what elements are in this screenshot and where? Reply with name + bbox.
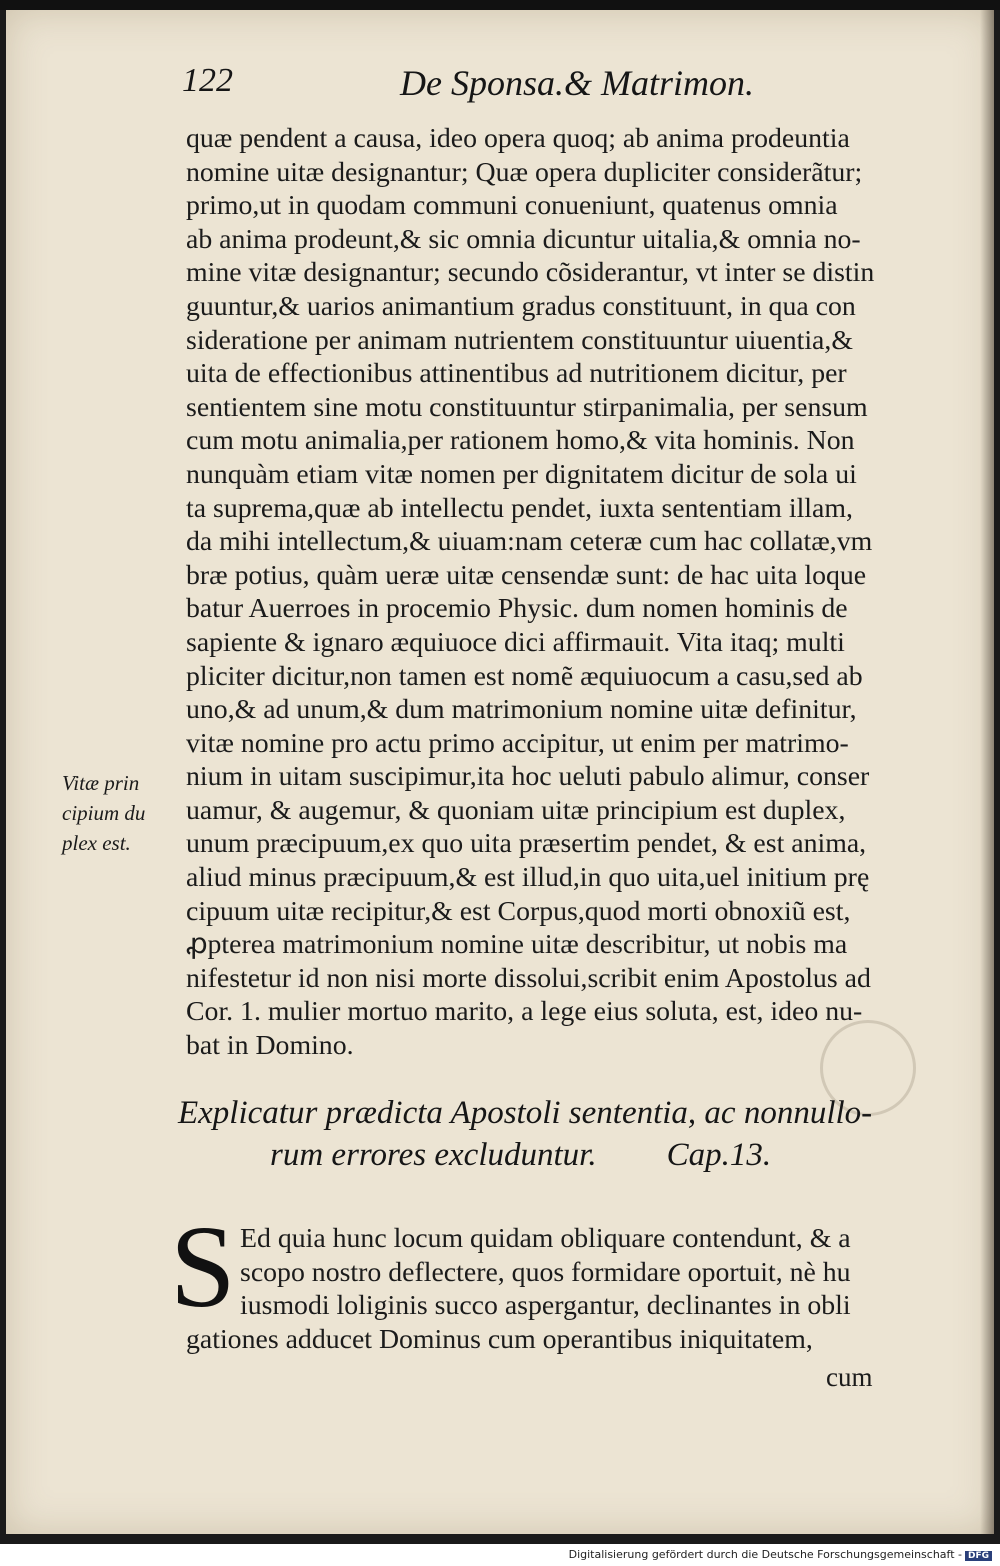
marginal-note <box>62 768 172 858</box>
text-line: scopo nostro deflectere, quos formidare oportuit, nè hu <box>240 1256 851 1288</box>
text-line: batur Auerroes in procemio Physic. dum nomen hominis de <box>186 593 848 625</box>
text-line: vitæ nomine pro actu primo accipitur, ut enim per matrimo- <box>186 727 849 759</box>
text-line: uita de effectionibus attinentibus ad nutritionem dicitur, per <box>186 358 847 390</box>
digitization-credit <box>569 1548 992 1561</box>
chapter-heading-line-1: Explicatur prædicta Apostoli sententia, ac nonnullo- <box>178 1095 873 1131</box>
text-line: ab anima prodeunt,& sic omnia dicuntur uitalia,& omnia no- <box>186 223 861 255</box>
text-line: uamur, & augemur, & quoniam uitæ principium est duplex, <box>186 794 846 826</box>
page-number: 122 <box>182 62 233 99</box>
chapter-body-text <box>186 1222 926 1356</box>
chapter-number: Cap.13. <box>666 1137 772 1173</box>
chapter-heading <box>178 1092 938 1176</box>
text-line: aliud minus præcipuum,& est illud,in quo uita,uel initium prę <box>186 862 870 894</box>
credit-text: Digitalisierung gefördert durch die Deutsche Forschungsgemeinschaft - <box>568 1548 962 1561</box>
dfg-logo: DFG <box>965 1551 992 1561</box>
marginal-note-line: Vitæ prin <box>62 771 140 795</box>
text-line: nomine uitæ designantur; Quæ opera dupliciter considerãtur; <box>186 156 863 188</box>
scan-top-border <box>0 0 1000 10</box>
text-line: primo,ut in quodam communi conueniunt, quatenus omnia <box>186 190 838 222</box>
text-line: nifestetur id non nisi morte dissolui,scribit enim Apostolus ad <box>186 962 871 994</box>
text-line: ta suprema,quæ ab intellectu pendet, iuxta sententiam illam, <box>186 492 853 524</box>
text-line: sentientem sine motu constituuntur stirpanimalia, per sensum <box>186 391 868 423</box>
page-gutter-shadow <box>980 10 994 1534</box>
text-line: mine vitæ designantur; secundo cõsiderantur, vt inter se distin <box>186 257 875 289</box>
running-head <box>182 62 782 104</box>
text-line: sapiente & ignaro æquiuoce dici affirmauit. Vita itaq; multi <box>186 626 845 658</box>
text-line: iusmodi loliginis succo aspergantur, declinantes in obli <box>240 1290 851 1322</box>
text-line: sideratione per animam nutrientem constituuntur uiuentia,& <box>186 324 853 356</box>
text-line: guuntur,& uarios animantium gradus constituunt, in qua con <box>186 290 856 322</box>
text-line: nium in uitam suscipimur,ita hoc ueluti pabulo alimur, conser <box>186 761 870 793</box>
text-line: bræ potius, quàm ueræ uitæ censendæ sunt: de hac uita loque <box>186 559 867 591</box>
text-line: cum motu animalia,per rationem homo,& vita hominis. Non <box>186 425 855 457</box>
text-line: quæ pendent a causa, ideo opera quoq; ab anima prodeuntia <box>186 123 850 154</box>
text-line: pliciter dicitur,non tamen est nomẽ æquiuocum a casu,sed ab <box>186 660 863 692</box>
text-line: unum præcipuum,ex quo uita præsertim pendet, & est anima, <box>186 828 867 860</box>
running-title: De Sponsa.& Matrimon. <box>400 63 754 103</box>
body-text <box>186 122 938 1063</box>
drop-cap: S <box>170 1201 236 1332</box>
text-line: da mihi intellectum,& uiuam:nam ceteræ cum hac collatæ,vm <box>186 526 873 558</box>
scan-bottom-border <box>0 1534 1000 1544</box>
chapter-heading-line-2-text: rum errores excluduntur. <box>270 1137 597 1173</box>
text-line: Ed quia hunc locum quidam obliquare contendunt, & a <box>240 1223 851 1254</box>
text-line: cipuum uitæ recipitur,& est Corpus,quod morti obnoxiũ est, <box>186 895 851 927</box>
catchword: cum <box>826 1362 873 1392</box>
text-line: nunquàm etiam vitæ nomen per dignitatem dicitur de sola ui <box>186 458 857 490</box>
text-line: gationes adducet Dominus cum operantibus iniquitatem, <box>186 1323 813 1355</box>
chapter-heading-line-2 <box>178 1134 938 1176</box>
text-line: bat in Domino. <box>186 1030 354 1062</box>
text-line: Cor. 1. mulier mortuo marito, a lege eius soluta, est, ideo nu- <box>186 996 863 1028</box>
marginal-note-line: cipium du <box>62 801 146 825</box>
text-line: ꝓpterea matrimonium nomine uitæ describitur, ut nobis ma <box>186 929 848 961</box>
scan-right-edge <box>994 10 1000 1544</box>
marginal-note-line: plex est. <box>62 831 131 855</box>
text-line: uno,& ad unum,& dum matrimonium nomine uitæ definitur, <box>186 694 857 726</box>
